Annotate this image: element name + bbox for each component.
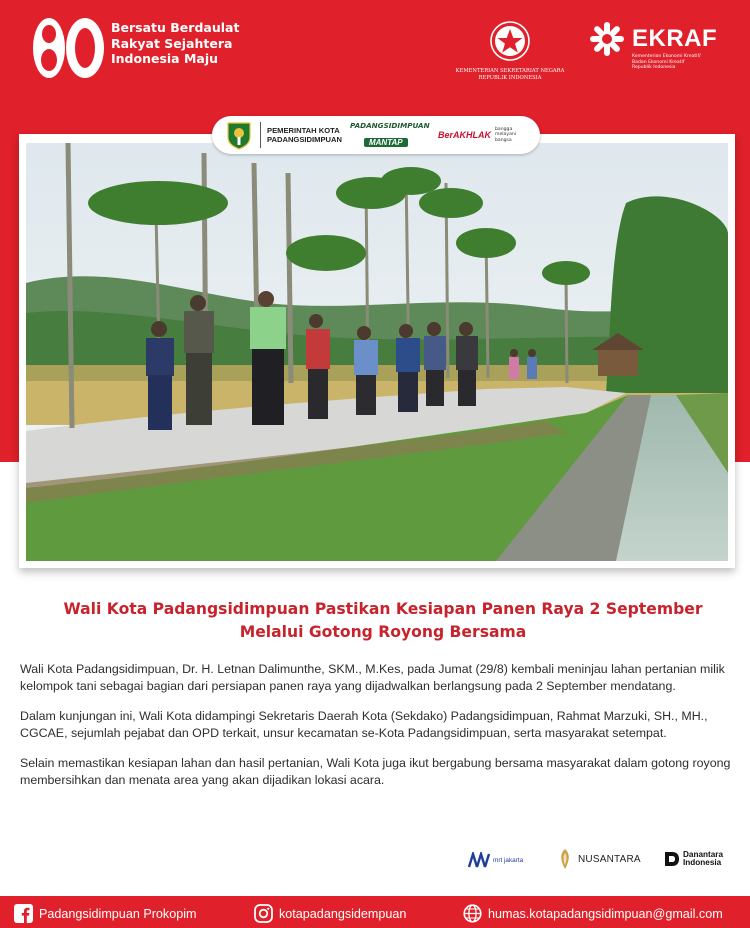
pemkot-line: PEMERINTAH KOTA [267, 126, 340, 135]
headline-line: Melalui Gotong Royong Bersama [239, 623, 527, 641]
akhlak-tag-line: melayani [494, 132, 517, 138]
slogan-line: Rakyat Sejahtera [111, 35, 233, 51]
instagram-icon [254, 904, 273, 923]
footer-instagram-link[interactable] [254, 904, 406, 923]
mrt-mark-icon [468, 852, 490, 868]
footer-band [0, 896, 750, 928]
mantap-top-text: PADANGSIDIMPUAN [349, 121, 430, 130]
berakhlak-logo: BerAKHLAK [437, 130, 491, 140]
slogan-line: Bersatu Berdaulat [111, 20, 240, 35]
headline-line: Wali Kota Padangsidimpuan Pastikan Kesiapan Panen Raya 2 September [63, 600, 703, 618]
ekraf-logo [588, 20, 738, 71]
akhlak-tagline [495, 127, 516, 143]
article-paragraph: Wali Kota Padangsidimpuan, Dr. H. Letnan Dalimunthe, SKM., M.Kes, pada Jumat (29/8) kembali meninjau lahan pertanian milik kelompok tani sebagai bagian dari persiapan panen raya yang dijadwalkan berlangsung pada 2 September mendatang. [20, 662, 725, 693]
partner-logos [0, 848, 750, 874]
mantap-box-text: MANTAP [364, 138, 408, 147]
setneg-logo [440, 20, 580, 82]
email-address: humas.kotapadangsidimpuan@gmail.com [488, 906, 723, 921]
akhlak-tag-line: bangsa [494, 137, 512, 143]
instagram-handle: kotapadangsidempuan [279, 906, 407, 921]
article-paragraph: Dalam kunjungan ini, Wali Kota didampingi Sekretaris Daerah Kota (Sekdako) Padangsidimpuan, Rahmat Marzuki, SH., MH., CGCAE, sejumlah pejabat dan OPD terkait, unsur kecamatan se-Kota Padangsidimpuan, serta masyarakat setempat. [20, 709, 708, 740]
setneg-line: REPUBLIK INDONESIA [478, 75, 542, 81]
nusantara-logo [558, 848, 641, 870]
ekraf-sub-line: Republik Indonesia [632, 65, 676, 71]
logo-divider [260, 122, 261, 148]
nusantara-mark-icon [558, 848, 572, 870]
globe-icon [463, 904, 482, 923]
slogan-line: Indonesia Maju [111, 51, 219, 66]
photo-frame [19, 134, 735, 568]
danantara-line: Danantara [683, 850, 724, 859]
star-emblem-icon [489, 20, 531, 62]
facebook-icon [14, 904, 33, 923]
field-walk-photo [26, 143, 728, 561]
hut-slogan [111, 20, 239, 67]
ekraf-name: EKRAF [632, 25, 718, 52]
danantara-logo [664, 851, 723, 868]
ekraf-sub-line: Badan Ekonomi Kreatif [632, 59, 685, 65]
nusantara-text: NUSANTARA [578, 853, 641, 865]
footer-email-link[interactable] [463, 904, 723, 923]
footer-facebook-link[interactable] [14, 904, 197, 923]
hut-80-logo [30, 14, 106, 82]
danantara-mark-icon [664, 851, 680, 867]
ekraf-mark-icon [588, 20, 626, 58]
article-paragraph: Selain memastikan kesiapan lahan dan hasil pertanian, Wali Kota juga ikut bergabung bersama masyarakat dalam gotong royong membersihkan dan menata area yang akan dijadikan lokasi acara. [20, 756, 731, 787]
mrt-jakarta-logo [468, 852, 523, 868]
setneg-line: KEMENTERIAN SEKRETARIAT NEGARA [455, 68, 565, 74]
article-headline [20, 598, 746, 644]
mantap-logo [350, 121, 434, 149]
akhlak-tag-line: bangga [494, 126, 513, 132]
mrt-text: mrt jakarta [493, 856, 524, 864]
pemkot-line: PADANGSIDIMPUAN [267, 135, 342, 144]
facebook-handle: Padangsidimpuan Prokopim [39, 906, 197, 921]
padangsidimpuan-emblem-icon [224, 120, 254, 150]
ekraf-sub-line: Kementerian Ekonomi Kreatif/ [632, 54, 701, 59]
article-body [20, 661, 742, 802]
institution-logo-bar [212, 116, 540, 154]
danantara-line: Indonesia [683, 858, 722, 868]
